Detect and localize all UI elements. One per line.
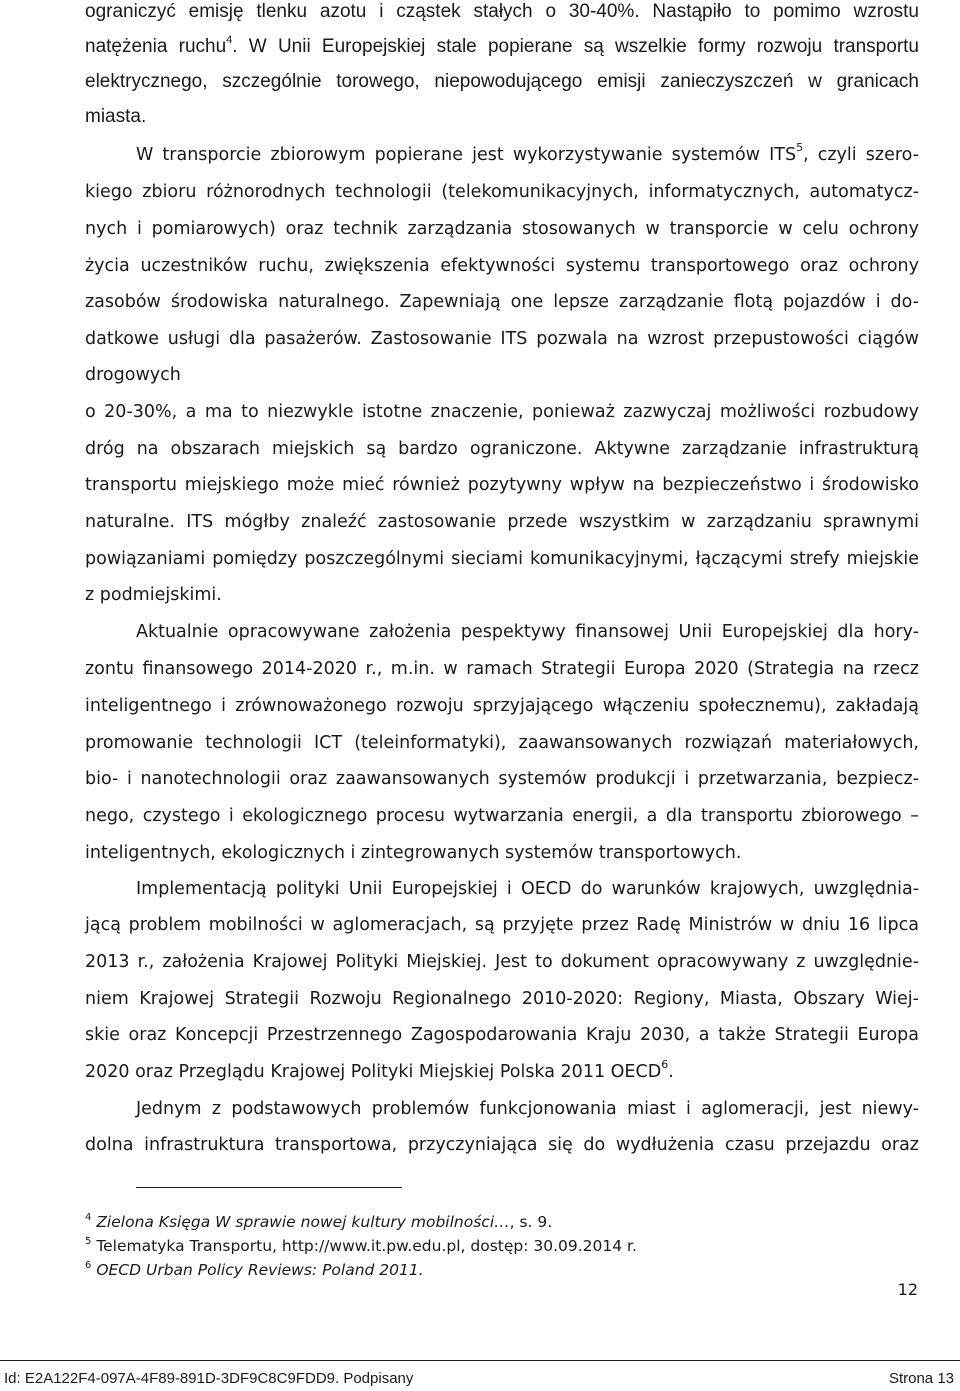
body-line: nych i pomiarowych) oraz technik zarządzania stosowanych w transporcie w celu ochrony: [85, 219, 919, 239]
body-line: dolna infrastruktura transportowa, przyczyniająca się do wydłużenia czasu przejazdu oraz: [85, 1135, 919, 1155]
body-line: życia uczestników ruchu, zwiększenia efektywności systemu transportowego oraz ochrony: [85, 256, 919, 276]
footnote-separator: [136, 1187, 402, 1188]
footnote-link-text[interactable]: Telematyka Transportu, http://www.it.pw.edu.pl, dostęp: 30.09.2014 r.: [96, 1237, 637, 1255]
footer-divider: [0, 1360, 960, 1361]
body-line: inteligentnych, ekologicznych i zintegrowanych systemów transportowych.: [85, 843, 742, 863]
body-line: Jednym z podstawowych problemów funkcjonowania miast i aglomeracji, jest niewy-: [136, 1099, 919, 1119]
body-line: datkowe usługi dla pasażerów. Zastosowanie ITS pozwala na wzrost przepustowości ciągów: [85, 329, 919, 349]
footnote-4: $^4$ Zielona Księga W sprawie nowej kultury mobilności…, s. 9.: [85, 1211, 553, 1231]
footnote-ref[interactable]: 4: [226, 33, 233, 46]
body-line: elektrycznego, szczególnie torowego, niepowodującego emisji zanieczyszczeń w granicach: [85, 71, 919, 92]
footnote-5: $^5$ Telematyka Transportu, http://www.it.pw.edu.pl, dostęp: 30.09.2014 r.: [85, 1235, 637, 1255]
body-line: naturalne. ITS mógłby znaleźć zastosowanie przede wszystkim w zarządzaniu sprawnymi: [85, 512, 919, 532]
body-line: ograniczyć emisję tlenku azotu i cząstek stałych o 30-40%. Nastąpiło to pomimo wzrostu: [85, 1, 919, 22]
body-line: 2020 oraz Przeglądu Krajowej Polityki Miejskiej Polska 2011 OECD$^6$.: [85, 1058, 674, 1082]
body-line: kiego zbioru różnorodnych technologii (telekomunikacyjnych, informatycznych, automatycz-: [85, 182, 919, 202]
footnote-ref[interactable]: 6: [661, 1058, 669, 1072]
body-line: dróg na obszarach miejskich są bardzo ograniczone. Aktywne zarządzanie infrastrukturą: [85, 439, 919, 459]
body-line: zontu finansowego 2014-2020 r., m.in. w ramach Strategii Europa 2020 (Strategia na rzecz: [85, 659, 919, 679]
body-line: miasta.: [85, 106, 147, 127]
body-line: W transporcie zbiorowym popierane jest wykorzystywanie systemów ITS$^5$, czyli szero-: [136, 141, 919, 165]
body-line: powiązaniami pomiędzy poszczególnymi sieciami komunikacyjnymi, łączącymi strefy miejskie: [85, 549, 919, 569]
footnote-6: $^6$ OECD Urban Policy Reviews: Poland 2011.: [85, 1259, 424, 1279]
document-id-footer: Id: E2A122F4-097A-4F89-891D-3DF9C8C9FDD9. Podpisany: [4, 1370, 414, 1387]
body-line: zasobów środowiska naturalnego. Zapewniają one lepsze zarządzanie flotą pojazdów i do-: [85, 292, 919, 312]
body-line: inteligentnego i zrównoważonego rozwoju sprzyjającego włączeniu społecznemu), zakładają: [85, 696, 919, 716]
body-line: 2013 r., założenia Krajowej Polityki Miejskiej. Jest to dokument opracowywany z uwzględnie-: [85, 952, 919, 972]
sheet-number-footer: Strona 13: [888, 1370, 954, 1387]
body-line: drogowych: [85, 365, 181, 385]
body-line: bio- i nanotechnologii oraz zaawansowanych systemów produkcji i przetwarzania, bezpiecz-: [85, 769, 919, 789]
page-number: 12: [897, 1280, 918, 1299]
footnote-ref[interactable]: 5: [796, 141, 804, 155]
body-line: natężenia ruchu$^4$. W Unii Europejskiej stale popierane są wszelkie formy rozwoju transportu: [85, 33, 919, 57]
body-line: transportu miejskiego może mieć również pozytywny wpływ na bezpieczeństwo i środowisko: [85, 475, 919, 495]
body-line: o 20-30%, a ma to niezwykle istotne znaczenie, ponieważ zazwyczaj możliwości rozbudowy: [85, 402, 919, 422]
body-line: promowanie technologii ICT (teleinformatyki), zaawansowanych rozwiązań materiałowych,: [85, 733, 919, 753]
body-line: Implementacją polityki Unii Europejskiej i OECD do warunków krajowych, uwzględnia-: [136, 879, 919, 899]
body-line: niem Krajowej Strategii Rozwoju Regionalnego 2010-2020: Regiony, Miasta, Obszary Wiej-: [85, 989, 919, 1009]
body-line: Aktualnie opracowywane założenia pespektywy finansowej Unii Europejskiej dla hory-: [136, 622, 919, 642]
body-line: skie oraz Koncepcji Przestrzennego Zagospodarowania Kraju 2030, a także Strategii Europa: [85, 1025, 919, 1045]
body-line: nego, czystego i ekologicznego procesu wytwarzania energii, a dla transportu zbiorowego –: [85, 806, 919, 826]
body-line: jącą problem mobilności w aglomeracjach, są przyjęte przez Radę Ministrów w dniu 16 lipca: [85, 915, 919, 935]
body-line: z podmiejskimi.: [85, 585, 222, 605]
